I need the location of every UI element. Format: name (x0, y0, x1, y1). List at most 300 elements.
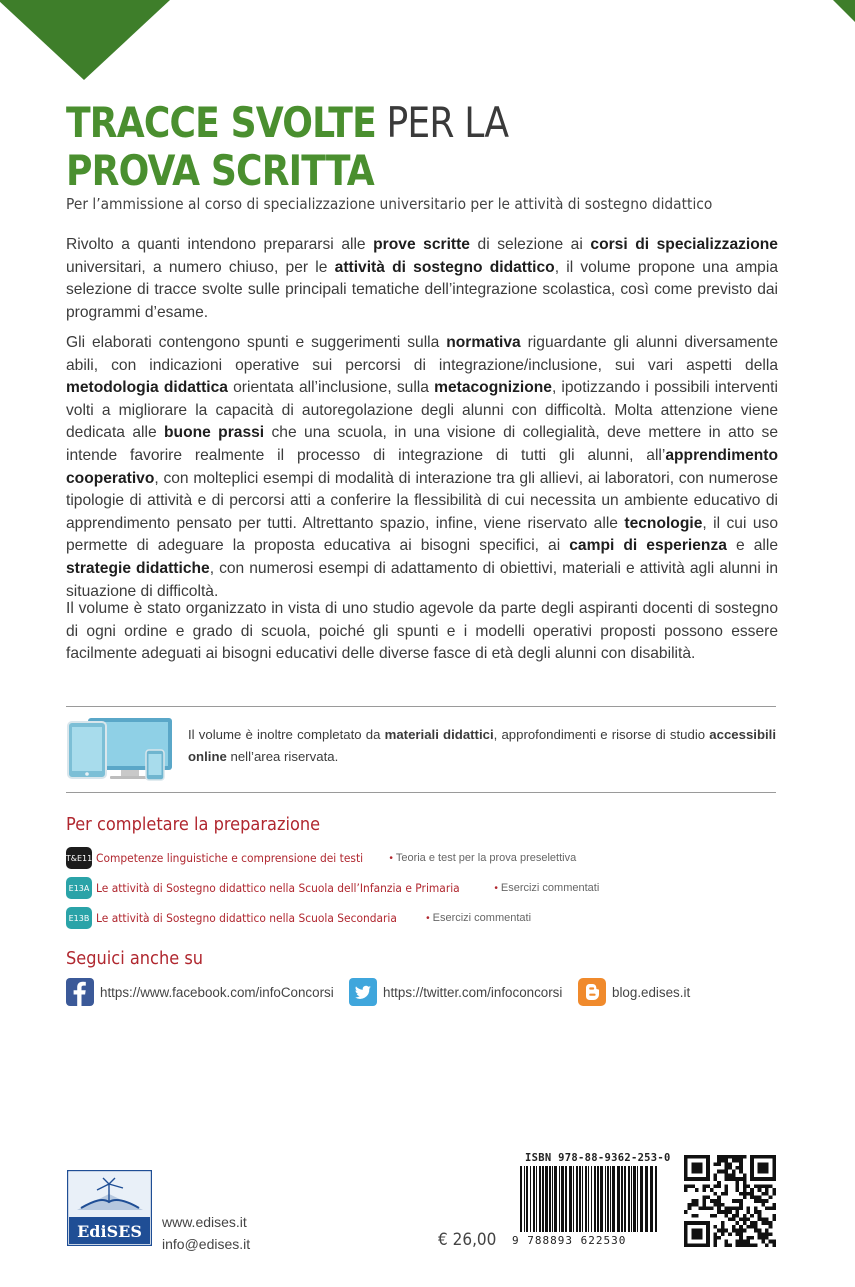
qr-module (739, 1232, 743, 1236)
qr-module (713, 1184, 717, 1188)
barcode-bar (617, 1166, 620, 1232)
barcode-bar (650, 1166, 653, 1232)
qr-module (684, 1188, 688, 1192)
text-run: , il cui uso permette di adeguare la proposta educativa ai bisogni specifici, ai (66, 514, 778, 555)
qr-module (743, 1188, 747, 1192)
qr-module (736, 1240, 740, 1244)
organization-paragraph (66, 598, 778, 666)
qr-module (743, 1181, 747, 1185)
price: € 26,00 (438, 1230, 497, 1250)
prep-heading: Per completare la preparazione (66, 814, 321, 835)
qr-module (750, 1236, 754, 1240)
qr-module (691, 1199, 695, 1203)
barcode-bar (631, 1166, 632, 1232)
twitter-url: https://twitter.com/infoconcorsi (383, 984, 563, 1000)
qr-module (739, 1170, 743, 1174)
qr-module (758, 1214, 762, 1218)
qr-module (717, 1199, 721, 1203)
blog-url: blog.edises.it (612, 984, 691, 1000)
devices-icon (66, 716, 176, 782)
qr-module (717, 1207, 721, 1211)
qr-module (747, 1240, 751, 1244)
bullet-icon: • (389, 852, 393, 864)
barcode-bar (600, 1166, 603, 1232)
qr-module (750, 1214, 754, 1218)
qr-module (739, 1159, 743, 1163)
qr-module (713, 1214, 717, 1218)
barcode-bar (645, 1166, 648, 1232)
qr-module (713, 1232, 717, 1236)
book-code-badge: E13B (66, 907, 92, 929)
barcode-bar (582, 1166, 583, 1232)
qr-module (691, 1214, 695, 1218)
qr-module (739, 1229, 743, 1233)
qr-module (765, 1192, 769, 1196)
text-run: , il volume propone una ampia selezione di tracce svolte sulle principali tematiche dell’integrazione scolastica, così come previsto dai programmi d’esame. (66, 258, 778, 321)
qr-module (743, 1177, 747, 1181)
qr-module (736, 1177, 740, 1181)
qr-module (732, 1170, 736, 1174)
qr-module (732, 1177, 736, 1181)
qr-module (769, 1240, 773, 1244)
qr-module (736, 1166, 740, 1170)
qr-module (717, 1229, 721, 1233)
qr-module (713, 1240, 717, 1244)
qr-module (754, 1207, 758, 1211)
qr-module (747, 1236, 751, 1240)
qr-module (724, 1170, 728, 1174)
qr-module (743, 1155, 747, 1159)
title-green-2: PROVA SCRITTA (66, 146, 374, 195)
qr-module (736, 1229, 740, 1233)
qr-module (739, 1218, 743, 1222)
qr-module (743, 1240, 747, 1244)
qr-module (688, 1184, 692, 1188)
book-description: Teoria e test per la prova preselettiva (395, 852, 577, 864)
qr-module (754, 1195, 758, 1199)
qr-module (728, 1232, 732, 1236)
text-run: , approfondimenti e risorse di studio (493, 727, 710, 742)
qr-module (728, 1166, 732, 1170)
qr-module (732, 1214, 736, 1218)
qr-module (754, 1221, 758, 1225)
qr-module (747, 1243, 751, 1247)
qr-module (769, 1232, 773, 1236)
qr-module (706, 1184, 710, 1188)
edises-logo (67, 1170, 152, 1246)
qr-module (743, 1243, 747, 1247)
qr-module (717, 1181, 721, 1185)
qr-module (765, 1232, 769, 1236)
website-link[interactable]: www.edises.it (162, 1214, 247, 1230)
qr-module (769, 1195, 773, 1199)
qr-module (765, 1188, 769, 1192)
bold-phrase: corsi di specializzazione (590, 236, 778, 253)
qr-module (721, 1203, 725, 1207)
text-run: Gli elaborati contengono spunti e suggerimenti sulla (66, 334, 447, 351)
bold-phrase: buone prassi (164, 424, 265, 442)
qr-module (761, 1192, 765, 1196)
divider-top (66, 706, 776, 707)
qr-module (736, 1181, 740, 1185)
title-line-2 (66, 148, 374, 194)
qr-module (743, 1221, 747, 1225)
qr-code (684, 1155, 776, 1247)
title-light-1: PER LA (375, 98, 509, 147)
qr-module (765, 1199, 769, 1203)
qr-module (732, 1218, 736, 1222)
qr-module (713, 1236, 717, 1240)
qr-module (724, 1162, 728, 1166)
text-run: Il volume è inoltre completato da (188, 727, 385, 742)
qr-module (702, 1199, 706, 1203)
qr-module (728, 1207, 732, 1211)
intro-paragraph (66, 234, 778, 324)
qr-module (713, 1243, 717, 1247)
qr-module (743, 1192, 747, 1196)
qr-module (754, 1210, 758, 1214)
qr-module (724, 1166, 728, 1170)
book-title: Le attività di Sostegno didattico nella Scuola Secondaria (96, 911, 397, 925)
bold-phrase: prove scritte (373, 236, 470, 253)
qr-module (724, 1214, 728, 1218)
qr-module (739, 1243, 743, 1247)
book-title: Le attività di Sostegno didattico nella Scuola dell’Infanzia e Primaria (96, 881, 460, 895)
qr-module (721, 1229, 725, 1233)
text-run: che una scuola, in una visione di collegialità, deve mettere in atto se intende favorire realmente il processo di integrazione di tutti gli alunni, all’ (66, 424, 778, 464)
qr-module (710, 1188, 714, 1192)
qr-module (706, 1207, 710, 1211)
qr-module (761, 1199, 765, 1203)
qr-module (724, 1159, 728, 1163)
qr-module (721, 1170, 725, 1174)
qr-module (761, 1218, 765, 1222)
qr-module (750, 1225, 754, 1229)
qr-finder-inner (758, 1162, 769, 1173)
qr-module (702, 1195, 706, 1199)
text-run: e alle (726, 537, 778, 555)
qr-module (724, 1210, 728, 1214)
qr-module (724, 1177, 728, 1181)
barcode-bar (524, 1166, 525, 1232)
qr-module (721, 1232, 725, 1236)
book-title: Competenze linguistiche e comprensione dei testi (96, 851, 364, 865)
qr-module (724, 1207, 728, 1211)
barcode-bar (640, 1166, 643, 1232)
qr-module (758, 1218, 762, 1222)
text-run: orientata all’inclusione, sulla (227, 379, 435, 397)
qr-module (761, 1184, 765, 1188)
qr-module (754, 1199, 758, 1203)
qr-module (713, 1162, 717, 1166)
qr-module (758, 1188, 762, 1192)
book-description: Esercizi commentati (500, 882, 600, 894)
qr-module (721, 1225, 725, 1229)
bold-phrase: metodologia didattica (66, 379, 228, 397)
email-link[interactable]: info@edises.it (162, 1236, 251, 1252)
book-description: Esercizi commentati (432, 912, 532, 924)
barcode-bar (536, 1166, 537, 1232)
qr-module (732, 1229, 736, 1233)
qr-module (728, 1218, 732, 1222)
follow-heading: Seguici anche su (66, 948, 204, 969)
qr-module (743, 1184, 747, 1188)
qr-module (695, 1188, 699, 1192)
title-green-1: TRACCE SVOLTE (66, 98, 376, 147)
barcode-bar (624, 1166, 626, 1232)
qr-module (691, 1184, 695, 1188)
qr-module (717, 1184, 721, 1188)
bold-phrase: campi di esperienza (569, 537, 727, 555)
qr-module (724, 1188, 728, 1192)
barcode-bar (542, 1166, 544, 1232)
qr-module (739, 1166, 743, 1170)
qr-module (747, 1207, 751, 1211)
qr-module (699, 1207, 703, 1211)
qr-module (710, 1199, 714, 1203)
barcode-bar (569, 1166, 572, 1232)
corner-triangle-left (0, 0, 170, 80)
qr-module (717, 1210, 721, 1214)
qr-module (706, 1195, 710, 1199)
qr-module (772, 1240, 776, 1244)
text-run: nell’area riservata. (226, 749, 339, 764)
qr-module (702, 1203, 706, 1207)
barcode-bar (621, 1166, 623, 1232)
barcode-bar (607, 1166, 609, 1232)
qr-module (772, 1188, 776, 1192)
barcode-bar (633, 1166, 636, 1232)
bold-phrase: attività di sostegno didattico (334, 258, 555, 276)
qr-module (739, 1199, 743, 1203)
qr-module (702, 1188, 706, 1192)
qr-module (717, 1162, 721, 1166)
facebook-icon (66, 978, 94, 1006)
qr-module (728, 1177, 732, 1181)
qr-module (684, 1210, 688, 1214)
barcode-bar (591, 1166, 592, 1232)
barcode-bar (533, 1166, 535, 1232)
qr-module (758, 1184, 762, 1188)
qr-module (765, 1221, 769, 1225)
qr-module (724, 1229, 728, 1233)
qr-module (758, 1210, 762, 1214)
qr-module (772, 1192, 776, 1196)
qr-module (743, 1214, 747, 1218)
book-item[interactable] (66, 846, 576, 870)
qr-finder-inner (691, 1162, 702, 1173)
qr-module (750, 1243, 754, 1247)
qr-module (761, 1221, 765, 1225)
qr-module (695, 1199, 699, 1203)
barcode-bar (628, 1166, 630, 1232)
qr-module (743, 1218, 747, 1222)
qr-module (717, 1195, 721, 1199)
qr-module (732, 1155, 736, 1159)
qr-module (739, 1192, 743, 1196)
qr-module (721, 1192, 725, 1196)
qr-module (702, 1207, 706, 1211)
bullet-icon: • (494, 882, 498, 894)
qr-module (736, 1199, 740, 1203)
isbn-label: ISBN 978-88-9362-253-0 (525, 1152, 671, 1164)
divider-bottom (66, 792, 776, 793)
qr-module (761, 1240, 765, 1244)
barcode-bar (526, 1166, 528, 1232)
facebook-link[interactable] (66, 978, 334, 1006)
qr-module (684, 1184, 688, 1188)
bullet-icon: • (426, 912, 430, 924)
qr-module (739, 1225, 743, 1229)
qr-module (721, 1210, 725, 1214)
qr-module (713, 1192, 717, 1196)
qr-module (688, 1203, 692, 1207)
barcode-bar (530, 1166, 531, 1232)
book-item[interactable] (66, 906, 531, 930)
book-item[interactable] (66, 876, 599, 900)
corner-triangle-right (833, 0, 855, 22)
barcode-bar (597, 1166, 599, 1232)
barcode-digits: 9 788893 622530 (512, 1234, 627, 1247)
text-run: Rivolto a quanti intendono prepararsi alle (66, 236, 374, 253)
qr-module (765, 1218, 769, 1222)
text-run: riguardante gli alunni diversamente abili, con indicazioni operative sui percorsi di integrazione/inclusione, sui vari aspetti della (66, 334, 778, 374)
qr-finder-inner (691, 1229, 702, 1240)
title-line-1 (66, 100, 508, 146)
qr-module (736, 1232, 740, 1236)
qr-module (758, 1199, 762, 1203)
qr-module (728, 1155, 732, 1159)
qr-module (761, 1203, 765, 1207)
subtitle: Per l’ammissione al corso di specializzazione universitario per le attività di sostegno didattico (66, 195, 713, 213)
barcode-bar (579, 1166, 581, 1232)
qr-module (721, 1155, 725, 1159)
qr-module (772, 1218, 776, 1222)
qr-module (758, 1195, 762, 1199)
qr-module (747, 1218, 751, 1222)
qr-module (736, 1184, 740, 1188)
text-run: Il volume è stato organizzato in vista di uno studio agevole da parte degli aspiranti docenti di sostegno di ogni ordine e grado di scuola, poiché gli spunti e i modelli operativi proposti possono essere facilmente adeguati ai bisogni educativi delle diverse fasce di età degli alunni con disabilità. (66, 600, 778, 663)
qr-module (772, 1214, 776, 1218)
barcode-bar (545, 1166, 548, 1232)
qr-module (732, 1225, 736, 1229)
qr-module (736, 1207, 740, 1211)
facebook-url: https://www.facebook.com/infoConcorsi (100, 984, 334, 1000)
qr-module (710, 1214, 714, 1218)
qr-module (758, 1232, 762, 1236)
bold-phrase: normativa (446, 334, 521, 351)
qr-module (739, 1155, 743, 1159)
text-run: , ipotizzando i possibili interventi volti a migliorare la capacità di autoregolazione degli alunni con difficoltà. Molta attenzione viene dedicata alle (66, 379, 778, 442)
qr-module (761, 1232, 765, 1236)
qr-module (736, 1243, 740, 1247)
qr-module (695, 1214, 699, 1218)
qr-module (739, 1207, 743, 1211)
qr-module (769, 1184, 773, 1188)
barcode-bar (655, 1166, 657, 1232)
qr-module (732, 1159, 736, 1163)
qr-module (772, 1203, 776, 1207)
qr-module (765, 1243, 769, 1247)
qr-module (736, 1155, 740, 1159)
qr-module (728, 1243, 732, 1247)
online-materials-note (188, 724, 776, 768)
qr-module (721, 1159, 725, 1163)
qr-module (765, 1229, 769, 1233)
qr-module (772, 1207, 776, 1211)
qr-module (724, 1173, 728, 1177)
qr-module (710, 1207, 714, 1211)
text-run: , con numerosi esempi di adattamento di obiettivi, materiali e attività agli alunni in situazione di difficoltà. (66, 559, 778, 600)
qr-module (754, 1184, 758, 1188)
twitter-icon (349, 978, 377, 1006)
qr-module (761, 1236, 765, 1240)
qr-module (713, 1203, 717, 1207)
qr-module (736, 1159, 740, 1163)
qr-module (717, 1170, 721, 1174)
qr-module (724, 1184, 728, 1188)
qr-module (691, 1203, 695, 1207)
barcode-bar (552, 1166, 553, 1232)
qr-module (736, 1210, 740, 1214)
qr-module (754, 1229, 758, 1233)
qr-module (728, 1173, 732, 1177)
barcode-bar (588, 1166, 589, 1232)
qr-module (747, 1184, 751, 1188)
bold-phrase: tecnologie (624, 514, 703, 532)
barcode-bar (549, 1166, 551, 1232)
barcode-bar (565, 1166, 567, 1232)
qr-module (739, 1240, 743, 1244)
qr-module (747, 1225, 751, 1229)
qr-module (754, 1225, 758, 1229)
qr-module (736, 1214, 740, 1218)
qr-module (765, 1207, 769, 1211)
qr-module (765, 1236, 769, 1240)
qr-module (739, 1177, 743, 1181)
qr-module (765, 1184, 769, 1188)
bold-phrase: accessibili online (188, 727, 776, 764)
qr-module (739, 1236, 743, 1240)
qr-module (713, 1177, 717, 1181)
barcode-bar (554, 1166, 557, 1232)
qr-module (702, 1184, 706, 1188)
qr-module (713, 1199, 717, 1203)
barcode-bar (576, 1166, 578, 1232)
book-code-badge: T&E11 (66, 847, 92, 869)
barcode-bar (594, 1166, 596, 1232)
barcode (512, 1166, 664, 1234)
contact-block (162, 1211, 250, 1255)
blog-link[interactable] (578, 978, 690, 1006)
qr-module (747, 1210, 751, 1214)
qr-module (695, 1203, 699, 1207)
barcode-bar (610, 1166, 611, 1232)
twitter-link[interactable] (349, 978, 562, 1006)
bold-phrase: strategie didattiche (66, 559, 210, 577)
bold-phrase: apprendimento cooperativo (66, 446, 778, 487)
qr-module (743, 1195, 747, 1199)
content-paragraph (66, 332, 778, 603)
qr-module (750, 1188, 754, 1192)
blogger-icon (578, 978, 606, 1006)
qr-module (739, 1203, 743, 1207)
qr-module (750, 1195, 754, 1199)
qr-module (769, 1207, 773, 1211)
barcode-bar (585, 1166, 587, 1232)
book-code-badge: E13A (66, 877, 92, 899)
qr-module (750, 1221, 754, 1225)
